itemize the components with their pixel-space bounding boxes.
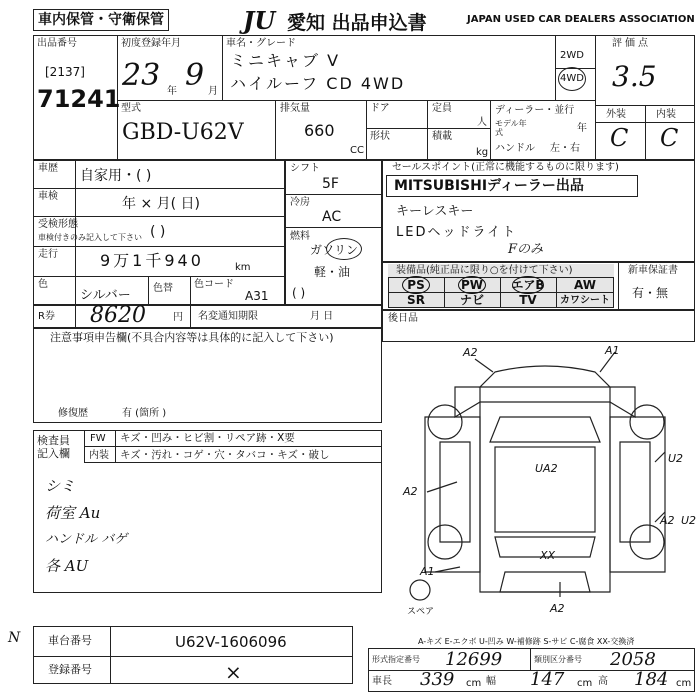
damage-legend: A-キズ E-エクボ U-凹み W-補修跡 S-サビ C-腐食 XX-交換済 — [418, 637, 635, 646]
mark-8: A1 — [420, 565, 435, 578]
mileage-unit: km — [235, 262, 251, 273]
equip-ps: PS — [407, 278, 425, 292]
shape-label: 形状 — [370, 131, 390, 142]
interior-row-label: 内装 — [89, 450, 109, 461]
notice-value: 月 日 — [310, 311, 334, 322]
interior-score: C — [660, 124, 679, 152]
score-value: 3.5 — [612, 60, 657, 93]
ps-circle — [402, 276, 430, 294]
margin-mark: N — [8, 630, 21, 646]
mileage-label: 走行 — [38, 249, 58, 260]
dealer-label: ディーラー・並行 — [495, 105, 575, 116]
mark-5: U2 — [668, 452, 684, 465]
name-line2: ハイルーフ CD 4WD — [230, 74, 406, 93]
load-unit: kg — [476, 147, 489, 158]
class-label: 類別区分番号 — [534, 655, 582, 664]
equip-navi: ナビ — [459, 293, 484, 307]
lot-label: 出品番号 — [37, 38, 77, 49]
handle-label: ハンドル — [495, 143, 535, 154]
equip-tv: TV — [519, 293, 537, 307]
shift-label: シフト — [290, 163, 320, 174]
form-type-label: 形式指定番号 — [372, 655, 420, 664]
equip-airbag: エアB — [511, 278, 545, 292]
recycle-label: R券 — [38, 311, 55, 322]
height-value: 184 — [634, 669, 669, 690]
exterior-label: 外装 — [606, 109, 626, 120]
storage-label: 車内保管・守衛保管 — [33, 9, 169, 31]
mark-1: A2 — [463, 346, 478, 359]
model-type-label: 型式 — [121, 103, 141, 114]
selling-note: Fのみ — [508, 242, 544, 257]
4wd-label: 4WD — [560, 73, 584, 84]
load-label: 積載 — [432, 131, 452, 142]
fw-label: FW — [90, 433, 106, 444]
recycle-yen: 円 — [173, 312, 183, 323]
mark-10: XX — [540, 549, 556, 562]
color-code-value: A31 — [245, 289, 269, 303]
mark-2: A1 — [605, 344, 620, 357]
reg-year: 23 — [122, 58, 161, 93]
new-car-value: 有・無 — [632, 286, 669, 300]
length-label: 車長 — [372, 676, 392, 687]
mark-6: A2 — [660, 514, 675, 527]
receive-label: 受検形態 — [38, 219, 78, 230]
month-unit: 月 — [208, 86, 218, 97]
fuel-diesel: 軽・油 — [314, 265, 351, 279]
chassis-value: U62V-1606096 — [175, 633, 287, 651]
selling-points-label: セールスポイント(正常に機能するものに限ります) — [392, 162, 619, 173]
4wd-circle — [558, 67, 586, 91]
mark-4: A2 — [403, 485, 418, 498]
displacement-value: 660 — [304, 121, 335, 140]
fuel-gasoline: ガソリン — [310, 243, 359, 257]
history-label: 車歴 — [38, 163, 58, 174]
model-year-label: モデル年式 — [495, 119, 527, 137]
ac-value: AC — [322, 209, 342, 225]
cc-unit: CC — [350, 145, 364, 156]
door-label: ドア — [370, 103, 390, 114]
pw-circle — [458, 276, 486, 294]
inspection-value: 年 × 月( 日) — [122, 196, 201, 212]
2wd-label: 2WD — [560, 50, 584, 61]
capacity-label: 定員 — [432, 103, 452, 114]
name-line1: ミニキャブ V — [230, 51, 341, 70]
reg-number-value: × — [225, 660, 242, 684]
new-car-label: 新車保証書 — [628, 265, 678, 276]
displacement-label: 排気量 — [280, 103, 310, 114]
mark-7: U2 — [681, 514, 697, 527]
lot-sub-number: [2137] — [45, 65, 85, 79]
fw-text: キズ・凹み・ヒビ割・リペア跡・X要 — [120, 432, 295, 444]
inspector-label: 検査員記入欄 — [37, 434, 70, 460]
class-value: 2058 — [610, 649, 656, 670]
ju-logo: JU — [243, 6, 276, 35]
reg-month: 9 — [185, 58, 205, 93]
form-title: 愛知 出品申込書 — [287, 12, 427, 34]
ac-label: 冷房 — [290, 197, 310, 208]
after-items-block — [382, 310, 695, 342]
notice-label: 名変通知期限 — [198, 311, 258, 322]
memo-4: 各 AU — [45, 557, 89, 575]
repair-label: 修復歴 — [58, 408, 88, 419]
mark-3: UA2 — [535, 462, 558, 475]
lot-number: 71241 — [37, 85, 121, 113]
equip-pw: PW — [460, 278, 484, 292]
selling-line3: LEDヘッドライト — [396, 225, 518, 240]
fuel-label: 燃料 — [290, 231, 310, 242]
gasoline-circle — [326, 238, 362, 260]
spare-label: スペア — [407, 607, 435, 617]
color-change-label: 色替 — [153, 283, 173, 294]
color-code-label: 色コード — [194, 279, 234, 290]
equip-aw: AW — [574, 278, 596, 292]
selling-line1: MITSUBISHIディーラー出品 — [394, 178, 584, 194]
model-type-value: GBD-U62V — [122, 120, 244, 145]
height-label: 高 — [598, 676, 608, 687]
capacity-unit: 人 — [477, 117, 487, 128]
exterior-score: C — [610, 124, 629, 152]
color-label: 色 — [38, 279, 48, 290]
form-type-value: 12699 — [445, 649, 503, 670]
model-year-unit: 年 — [577, 123, 587, 134]
inspection-label: 車検 — [38, 191, 58, 202]
receive-paren: ( ) — [150, 224, 166, 240]
shift-value: 5F — [322, 176, 339, 192]
chassis-label: 車台番号 — [48, 634, 92, 647]
memo-1: シミ — [45, 477, 76, 495]
airbag-circle — [512, 276, 544, 294]
width-label: 幅 — [486, 676, 496, 687]
mileage-value: 9万1千940 — [100, 251, 204, 270]
score-label: 評価点 — [612, 38, 651, 49]
mark-9: A2 — [550, 602, 565, 615]
repair-value: 有 (箇所 ) — [122, 408, 167, 419]
height-unit: cm — [676, 678, 692, 689]
association-name: JAPAN USED CAR DEALERS ASSOCIATION — [467, 14, 695, 25]
equip-leather: カワシート — [560, 295, 610, 306]
length-unit: cm — [466, 678, 482, 689]
color-value: シルバー — [80, 288, 131, 303]
equip-sr: SR — [407, 293, 425, 307]
recycle-value: 8620 — [90, 303, 146, 328]
selling-line2: キーレスキー — [396, 204, 474, 219]
interior-label: 内装 — [656, 109, 676, 120]
width-unit: cm — [577, 678, 593, 689]
reg-number-label: 登録番号 — [48, 663, 92, 676]
interior-text: キズ・汚れ・コゲ・穴・タバコ・キズ・破し — [120, 449, 330, 461]
memo-3: ハンドル バゲ — [45, 532, 128, 547]
after-items-label: 後日品 — [388, 313, 418, 324]
name-grade-label: 車名・グレード — [226, 38, 296, 49]
reg-label: 初度登録年月 — [121, 38, 181, 49]
car-damage-diagram — [385, 342, 700, 622]
width-value: 147 — [530, 669, 565, 690]
caution-label: 注意事項申告欄(不具合内容等は具体的に記入して下さい) — [50, 331, 334, 344]
length-value: 339 — [420, 669, 455, 690]
handle-value: 左・右 — [550, 143, 580, 154]
history-value: 自家用・( ) — [80, 168, 152, 184]
memo-2: 荷室 Au — [45, 504, 101, 522]
fuel-other: ( ) — [292, 286, 306, 300]
equipment-label: 装備品(純正品に限り○を付けて下さい) — [396, 265, 573, 276]
year-unit: 年 — [167, 86, 177, 97]
receive-note: 車検付きのみ記入して下さい — [38, 233, 142, 242]
